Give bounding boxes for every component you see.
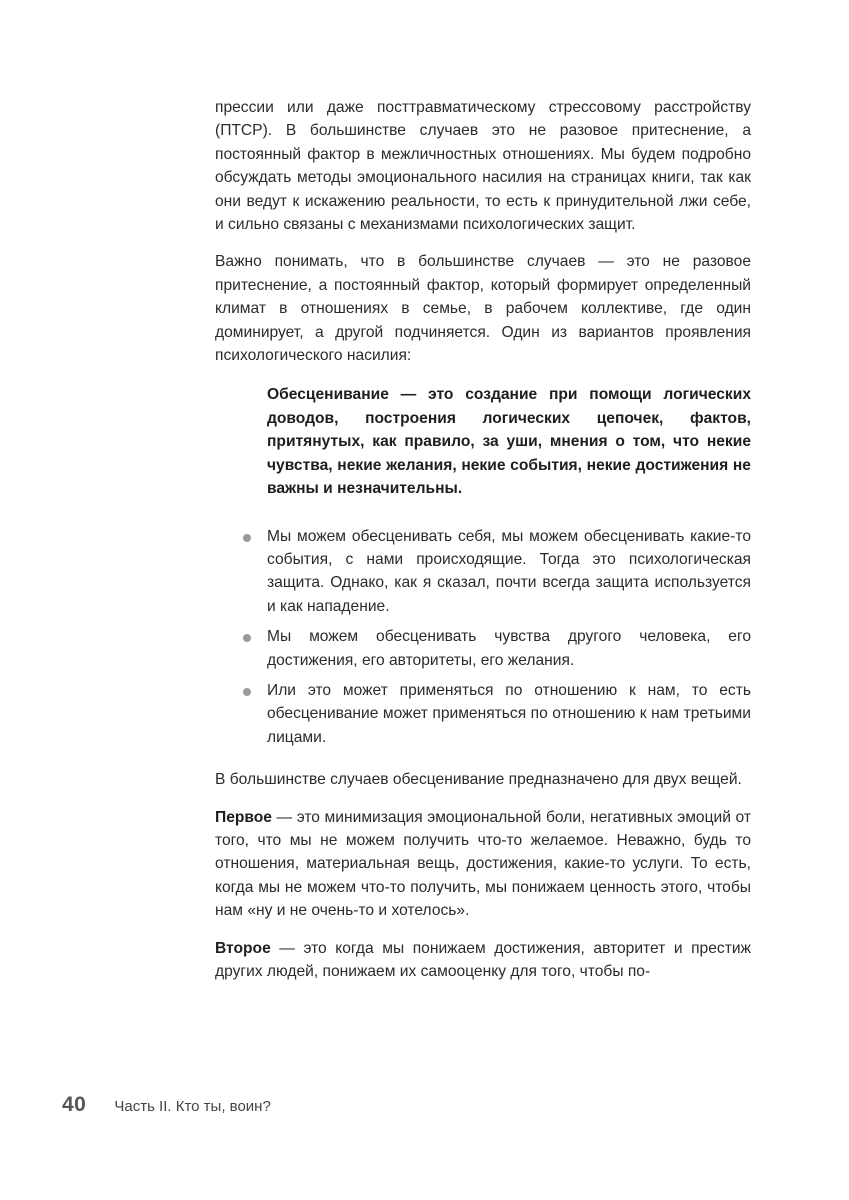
bullet-list: [215, 525, 751, 750]
term-second: Второе: [215, 939, 271, 957]
bullet-dot-icon: [243, 688, 251, 696]
page-footer: [62, 1093, 271, 1121]
paragraph-first: [215, 806, 751, 923]
second-text: — это когда мы понижаем достижения, авторитет и престиж других людей, понижаем их самооценку для того, чтобы по-: [215, 939, 751, 980]
running-title: Часть II. Кто ты, воин?: [114, 1098, 271, 1115]
paragraph-ptsr: прессии или даже посттравматическому стрессовому расстройству (ПТСР). В большинстве случаев это не разовое притеснение, а постоянный фактор в межличностных отношениях. Мы будем подробно обсуждать методы эмоционального насилия на страницах книги, так как они ведут к искажению реальности, то есть к принудительной лжи себе, и сильно связаны с механизмами психологических защит.: [215, 99, 751, 234]
paragraph-purpose: В большинстве случаев обесценивание предназначено для двух вещей.: [215, 771, 742, 789]
bullet-dot-icon: [243, 534, 251, 542]
term-first: Первое: [215, 808, 272, 826]
page-body: [215, 96, 751, 997]
first-text: — это минимизация эмоциональной боли, негативных эмоций от того, что мы не можем получить что-то желаемое. Неважно, будь то отношения, материальная вещь, достижения, какие-то услуги. То есть, когда мы не можем что-то получить, мы понижаем ценность этого, чтобы нам «ну и не очень-то и хотелось».: [215, 808, 751, 920]
paragraph-important: Важно понимать, что в большинстве случаев — это не разовое притеснение, а постоянный фактор, который формирует определенный климат в отношениях в семье, в рабочем коллективе, где один доминирует, а другой подчиняется. Один из вариантов проявления психологического насилия:: [215, 253, 751, 365]
definition-devaluation: Обесценивание — это создание при помощи логических доводов, построения логических цепочек, фактов, притянутых, как правило, за уши, мнения о том, что некие чувства, некие желания, некие события, некие достижения не важны и незначительны.: [267, 386, 751, 498]
list-item-text: Мы можем обесценивать чувства другого человека, его достижения, его авторитеты, его желания.: [267, 628, 751, 669]
list-item-text: Или это может применяться по отношению к нам, то есть обесценивание может применяться по отношению к нам третьими лицами.: [267, 681, 751, 746]
list-item-text: Мы можем обесценивать себя, мы можем обесценивать какие-то события, с нами происходящие. Тогда это психологическая защита. Однако, как я сказал, почти всегда защита используется и как нападение.: [267, 527, 751, 615]
list-item: [215, 525, 751, 619]
paragraph-second: [215, 937, 751, 984]
bullet-dot-icon: [243, 634, 251, 642]
page-number: 40: [62, 1093, 87, 1116]
list-item: [215, 679, 751, 749]
list-item: [215, 625, 751, 672]
